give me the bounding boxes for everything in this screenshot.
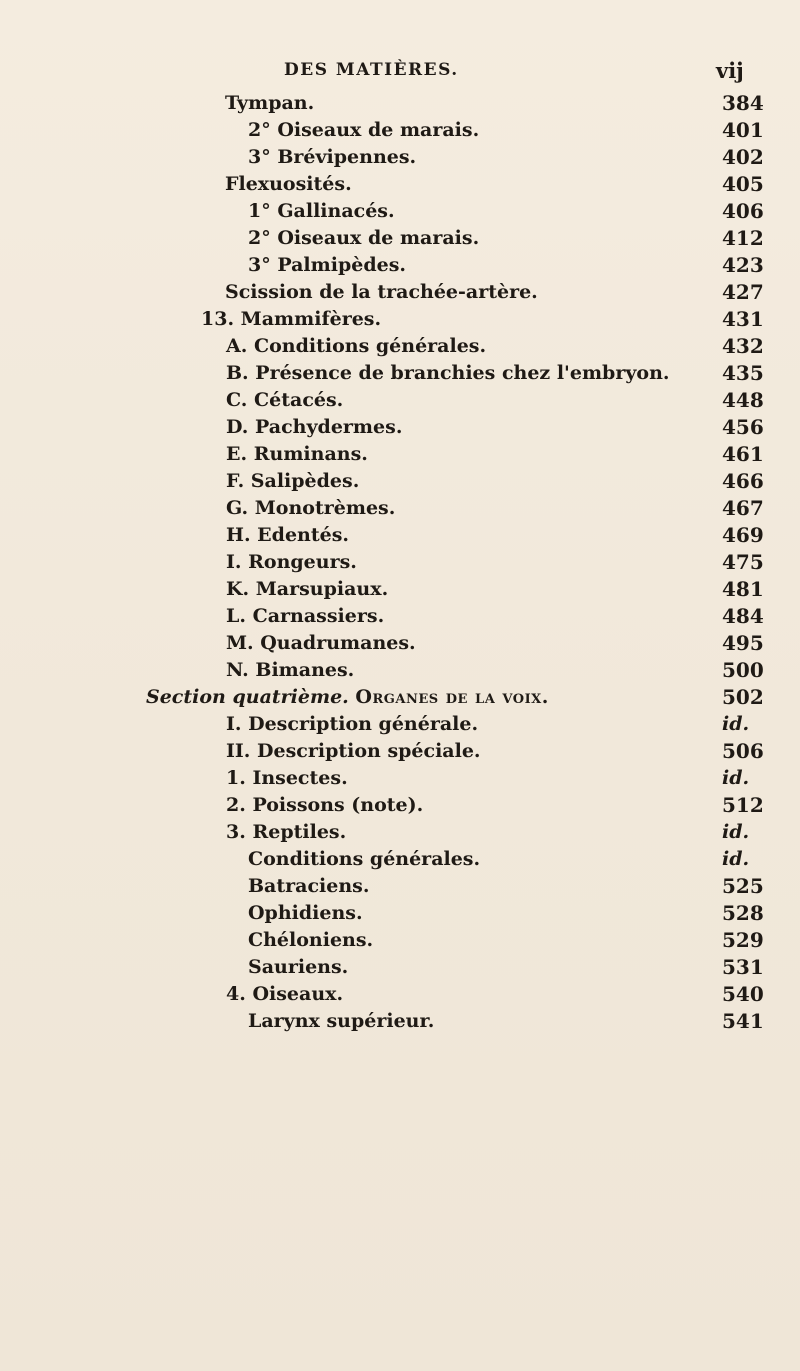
toc-page: 500	[722, 658, 764, 682]
toc-page: id.	[722, 767, 750, 789]
toc-entry	[0, 306, 800, 333]
toc-page: 467	[722, 496, 764, 520]
toc-entry	[0, 657, 800, 684]
toc-label: Larynx supérieur.	[248, 1010, 435, 1032]
toc-entry	[0, 846, 800, 873]
header-title: DES MATIÈRES.	[284, 60, 459, 80]
toc-entry	[0, 279, 800, 306]
toc-page: 528	[722, 901, 764, 925]
toc-page: 406	[722, 199, 764, 223]
toc-page: 405	[722, 172, 764, 196]
toc-page: 481	[722, 577, 764, 601]
toc-entry	[0, 441, 800, 468]
toc-entry	[0, 630, 800, 657]
toc-entry	[0, 603, 800, 630]
toc-label: 3° Brévipennes.	[248, 146, 417, 168]
toc-section-heading	[0, 684, 800, 711]
toc-entry	[0, 927, 800, 954]
toc-page: 512	[722, 793, 764, 817]
toc-label: H. Edentés.	[226, 524, 350, 546]
toc-entry	[0, 198, 800, 225]
toc-label: Flexuosités.	[225, 173, 352, 195]
toc-label: 2. Poissons (note).	[226, 794, 424, 816]
toc-label: Batraciens.	[248, 875, 370, 897]
toc-page: 435	[722, 361, 764, 385]
toc-label: Tympan.	[225, 92, 315, 114]
toc-entry	[0, 387, 800, 414]
toc-page: 506	[722, 739, 764, 763]
toc-page: 412	[722, 226, 764, 250]
toc-entry	[0, 117, 800, 144]
toc-entry	[0, 981, 800, 1008]
toc-label: D. Pachydermes.	[226, 416, 403, 438]
toc-label: C. Cétacés.	[226, 389, 344, 411]
toc-section-label	[146, 684, 549, 711]
toc-label: 3° Palmipèdes.	[248, 254, 407, 276]
toc-entry	[0, 873, 800, 900]
toc-page: id.	[722, 713, 750, 735]
toc-label: 2° Oiseaux de marais.	[248, 119, 480, 141]
toc-label: Scission de la trachée-artère.	[225, 281, 538, 303]
table-of-contents	[0, 90, 800, 1035]
toc-label: Sauriens.	[248, 956, 349, 978]
toc-label: A. Conditions générales.	[226, 335, 487, 357]
toc-label: L. Carnassiers.	[226, 605, 385, 627]
toc-page: 469	[722, 523, 764, 547]
toc-page: 456	[722, 415, 764, 439]
section-title: Section quatrième.	[146, 686, 349, 708]
toc-page: 448	[722, 388, 764, 412]
page-folio: vij	[716, 58, 744, 83]
toc-entry	[0, 549, 800, 576]
toc-entry	[0, 954, 800, 981]
toc-page: 525	[722, 874, 764, 898]
toc-entry	[0, 252, 800, 279]
toc-entry	[0, 819, 800, 846]
toc-label: 13. Mammifères.	[201, 308, 382, 330]
toc-page: 495	[722, 631, 764, 655]
toc-entry	[0, 333, 800, 360]
toc-entry	[0, 225, 800, 252]
toc-label: II. Description spéciale.	[226, 740, 481, 762]
toc-entry	[0, 765, 800, 792]
toc-page: 466	[722, 469, 764, 493]
running-header	[0, 58, 800, 88]
toc-entry	[0, 792, 800, 819]
toc-label: 2° Oiseaux de marais.	[248, 227, 480, 249]
toc-label: B. Présence de branchies chez l'embryon.	[226, 362, 670, 384]
toc-page: 484	[722, 604, 764, 628]
toc-label: Ophidiens.	[248, 902, 363, 924]
toc-page: 531	[722, 955, 764, 979]
toc-label: N. Bimanes.	[226, 659, 355, 681]
toc-page: 384	[722, 91, 764, 115]
toc-label: Chéloniens.	[248, 929, 374, 951]
toc-label: 3. Reptiles.	[226, 821, 347, 843]
toc-page: 541	[722, 1009, 764, 1033]
toc-entry	[0, 468, 800, 495]
toc-page: 540	[722, 982, 764, 1006]
toc-label: Conditions générales.	[248, 848, 481, 870]
toc-entry	[0, 414, 800, 441]
toc-label: E. Ruminans.	[226, 443, 368, 465]
toc-label: K. Marsupiaux.	[226, 578, 389, 600]
toc-page: 475	[722, 550, 764, 574]
toc-label: 1° Gallinacés.	[248, 200, 395, 222]
toc-entry	[0, 1008, 800, 1035]
toc-label: G. Monotrèmes.	[226, 497, 396, 519]
toc-label: 1. Insectes.	[226, 767, 348, 789]
toc-label: I. Rongeurs.	[226, 551, 357, 573]
toc-entry	[0, 360, 800, 387]
toc-page: 427	[722, 280, 764, 304]
toc-page: 432	[722, 334, 764, 358]
toc-label: F. Salipèdes.	[226, 470, 360, 492]
toc-entry	[0, 900, 800, 927]
toc-page: 502	[722, 685, 764, 709]
toc-page: 402	[722, 145, 764, 169]
toc-page: id.	[722, 848, 750, 870]
toc-entry	[0, 738, 800, 765]
toc-entry	[0, 495, 800, 522]
toc-page: 431	[722, 307, 764, 331]
toc-entry	[0, 90, 800, 117]
toc-page: 461	[722, 442, 764, 466]
toc-entry	[0, 171, 800, 198]
toc-label: I. Description générale.	[226, 713, 479, 735]
toc-page: 423	[722, 253, 764, 277]
toc-label: 4. Oiseaux.	[226, 983, 344, 1005]
toc-label: M. Quadrumanes.	[226, 632, 416, 654]
toc-entry	[0, 711, 800, 738]
toc-entry	[0, 522, 800, 549]
toc-entry	[0, 576, 800, 603]
toc-page: id.	[722, 821, 750, 843]
toc-entry	[0, 144, 800, 171]
toc-page: 529	[722, 928, 764, 952]
toc-page: 401	[722, 118, 764, 142]
section-subject: Organes de la voix.	[355, 686, 549, 708]
